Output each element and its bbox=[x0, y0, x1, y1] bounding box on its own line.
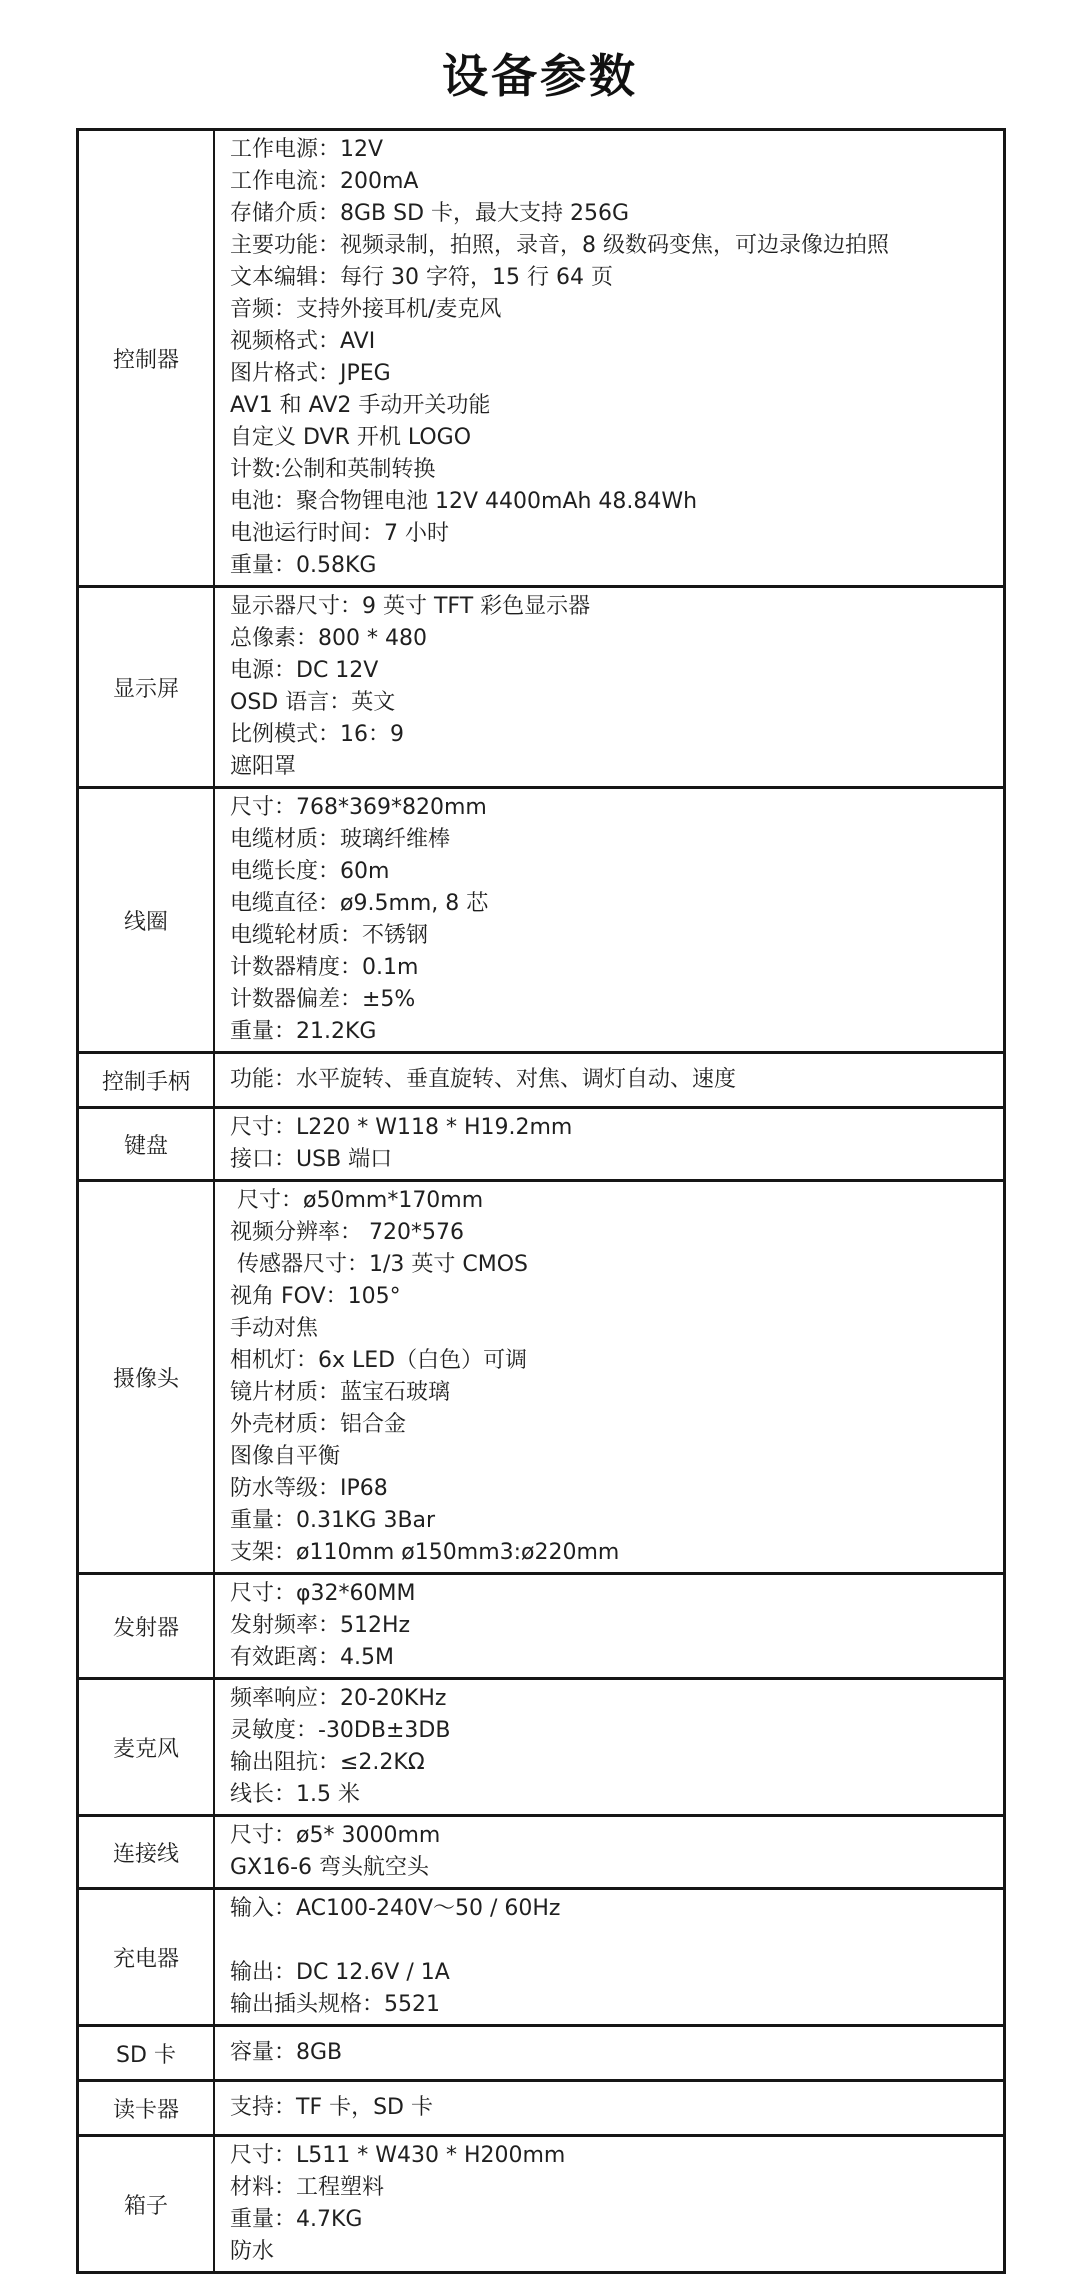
table-row bbox=[78, 587, 1005, 788]
row-content-cell bbox=[214, 1816, 1005, 1889]
spec-line: 电缆材质：玻璃纤维棒 bbox=[230, 827, 451, 852]
table-row bbox=[78, 1053, 1005, 1108]
row-label: SD 卡 bbox=[78, 2026, 215, 2081]
spec-line: 电缆轮材质：不锈钢 bbox=[230, 923, 429, 948]
spec-line: 尺寸：ø50mm*170mm bbox=[230, 1188, 484, 1213]
spec-line: 电池运行时间：7 小时 bbox=[230, 521, 449, 546]
spec-table bbox=[76, 128, 1006, 2274]
spec-line: 尺寸：L220 * W118 * H19.2mm bbox=[230, 1115, 573, 1140]
row-content-cell bbox=[214, 130, 1005, 587]
spec-table-wrap bbox=[0, 128, 1080, 2274]
spec-line bbox=[230, 1925, 993, 1957]
spec-line: 计数:公制和英制转换 bbox=[230, 457, 436, 482]
spec-line: 输出插头规格：5521 bbox=[230, 1992, 440, 2017]
table-row bbox=[78, 1108, 1005, 1181]
row-label: 显示屏 bbox=[78, 587, 215, 788]
spec-line: 重量：0.58KG bbox=[230, 553, 377, 578]
row-content-cell bbox=[214, 2136, 1005, 2273]
row-content-cell bbox=[214, 2081, 1005, 2136]
spec-line: 电源：DC 12V bbox=[230, 658, 379, 683]
row-label: 箱子 bbox=[78, 2136, 215, 2273]
spec-line: 输出阻抗：≤2.2KΩ bbox=[230, 1750, 425, 1775]
row-content-cell bbox=[214, 788, 1005, 1053]
spec-line: 重量：4.7KG bbox=[230, 2207, 363, 2232]
spec-line: 防水 bbox=[230, 2239, 275, 2264]
table-row bbox=[78, 2026, 1005, 2081]
row-label: 发射器 bbox=[78, 1574, 215, 1679]
spec-line: 图像自平衡 bbox=[230, 1444, 341, 1469]
spec-line: 计数器偏差：±5% bbox=[230, 987, 416, 1012]
row-content-cell bbox=[214, 1053, 1005, 1108]
table-row bbox=[78, 1574, 1005, 1679]
row-label: 键盘 bbox=[78, 1108, 215, 1181]
spec-line: 尺寸：768*369*820mm bbox=[230, 795, 487, 820]
spec-line: 相机灯：6x LED（白色）可调 bbox=[230, 1348, 528, 1373]
spec-line: 音频：支持外接耳机/麦克风 bbox=[230, 297, 502, 322]
page-title: 设备参数 bbox=[442, 49, 638, 103]
table-row bbox=[78, 1816, 1005, 1889]
spec-line: 重量：0.31KG 3Bar bbox=[230, 1508, 436, 1533]
spec-line: 电池：聚合物锂电池 12V 4400mAh 48.84Wh bbox=[230, 489, 698, 514]
spec-line: 发射频率：512Hz bbox=[230, 1613, 411, 1638]
spec-line: 重量：21.2KG bbox=[230, 1019, 377, 1044]
spec-line: 图片格式：JPEG bbox=[230, 361, 391, 386]
spec-line: 接口：USB 端口 bbox=[230, 1147, 393, 1172]
spec-line: 支持：TF 卡，SD 卡 bbox=[230, 2095, 433, 2120]
spec-line: 输入：AC100-240V〜50 / 60Hz bbox=[230, 1896, 561, 1921]
spec-line: 有效距离：4.5M bbox=[230, 1645, 394, 1670]
spec-line: 电缆直径：ø9.5mm, 8 芯 bbox=[230, 891, 489, 916]
spec-line: OSD 语言：英文 bbox=[230, 690, 396, 715]
spec-line: 视频分辨率： 720*576 bbox=[230, 1220, 464, 1245]
spec-line: 电缆长度：60m bbox=[230, 859, 390, 884]
spec-line: GX16-6 弯头航空头 bbox=[230, 1855, 430, 1880]
spec-line: 存储介质：8GB SD 卡，最大支持 256G bbox=[230, 201, 630, 226]
spec-line: 频率响应：20-20KHz bbox=[230, 1686, 447, 1711]
spec-line: 外壳材质：铝合金 bbox=[230, 1412, 407, 1437]
spec-line: 视角 FOV：105° bbox=[230, 1284, 401, 1309]
spec-line: 线长：1.5 米 bbox=[230, 1782, 360, 1807]
table-row bbox=[78, 1181, 1005, 1574]
row-label: 控制手柄 bbox=[78, 1053, 215, 1108]
row-content-cell bbox=[214, 1181, 1005, 1574]
row-content-cell bbox=[214, 587, 1005, 788]
spec-line: 自定义 DVR 开机 LOGO bbox=[230, 425, 472, 450]
spec-line: 比例模式：16：9 bbox=[230, 722, 404, 747]
spec-line: 功能：水平旋转、垂直旋转、对焦、调灯自动、速度 bbox=[230, 1067, 737, 1092]
spec-line: 工作电流：200mA bbox=[230, 169, 419, 194]
row-content-cell bbox=[214, 1679, 1005, 1816]
row-label: 连接线 bbox=[78, 1816, 215, 1889]
row-content-cell bbox=[214, 1889, 1005, 2026]
spec-line: 尺寸：L511 * W430 * H200mm bbox=[230, 2143, 566, 2168]
spec-line: 手动对焦 bbox=[230, 1316, 319, 1341]
spec-line: 尺寸：ø5* 3000mm bbox=[230, 1823, 441, 1848]
spec-line: 容量：8GB bbox=[230, 2040, 343, 2065]
table-row bbox=[78, 788, 1005, 1053]
spec-line: 计数器精度：0.1m bbox=[230, 955, 419, 980]
spec-line: 遮阳罩 bbox=[230, 754, 297, 779]
spec-line: 灵敏度：-30DB±3DB bbox=[230, 1718, 451, 1743]
table-row bbox=[78, 1889, 1005, 2026]
spec-line: 支架：ø110mm ø150mm3:ø220mm bbox=[230, 1540, 620, 1565]
spec-line: 材料：工程塑料 bbox=[230, 2175, 385, 2200]
row-label: 线圈 bbox=[78, 788, 215, 1053]
row-label: 控制器 bbox=[78, 130, 215, 587]
spec-line: 输出：DC 12.6V / 1A bbox=[230, 1960, 450, 1985]
spec-line: 显示器尺寸：9 英寸 TFT 彩色显示器 bbox=[230, 594, 591, 619]
spec-line: 工作电源：12V bbox=[230, 137, 384, 162]
spec-line: 传感器尺寸：1/3 英寸 CMOS bbox=[230, 1252, 529, 1277]
row-content-cell bbox=[214, 1108, 1005, 1181]
row-label: 读卡器 bbox=[78, 2081, 215, 2136]
table-row bbox=[78, 1679, 1005, 1816]
table-row bbox=[78, 2136, 1005, 2273]
row-label: 摄像头 bbox=[78, 1181, 215, 1574]
spec-line: 尺寸：φ32*60MM bbox=[230, 1581, 416, 1606]
table-row bbox=[78, 2081, 1005, 2136]
row-label: 麦克风 bbox=[78, 1679, 215, 1816]
row-label: 充电器 bbox=[78, 1889, 215, 2026]
row-content-cell bbox=[214, 2026, 1005, 2081]
table-row bbox=[78, 130, 1005, 587]
spec-line: 主要功能：视频录制，拍照，录音，8 级数码变焦，可边录像边拍照 bbox=[230, 233, 889, 258]
spec-line: 防水等级：IP68 bbox=[230, 1476, 388, 1501]
spec-line: 视频格式：AVI bbox=[230, 329, 376, 354]
row-content-cell bbox=[214, 1574, 1005, 1679]
spec-line: 总像素：800 * 480 bbox=[230, 626, 427, 651]
spec-line: AV1 和 AV2 手动开关功能 bbox=[230, 393, 491, 418]
spec-line: 镜片材质：蓝宝石玻璃 bbox=[230, 1380, 451, 1405]
spec-line: 文本编辑：每行 30 字符，15 行 64 页 bbox=[230, 265, 613, 290]
